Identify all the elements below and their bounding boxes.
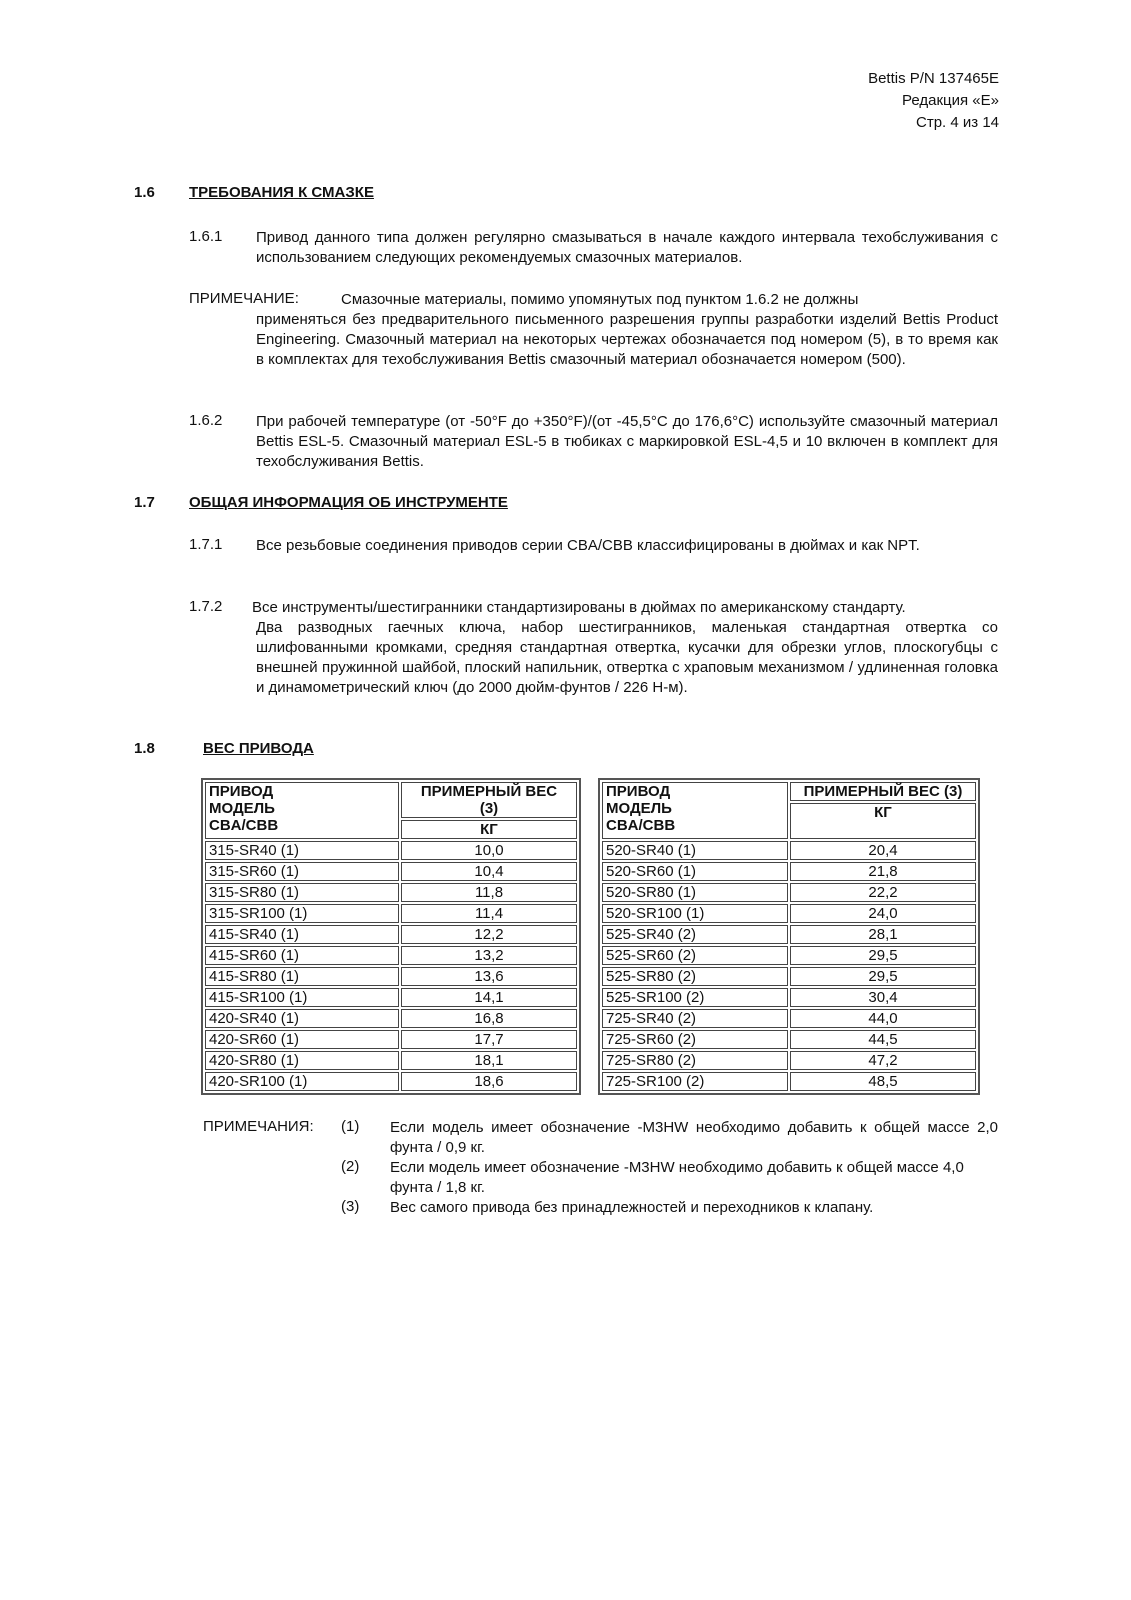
notes-label: ПРИМЕЧАНИЯ: [203,1118,314,1135]
table-row [205,1030,577,1049]
model-cell: 725-SR100 (2) [602,1072,788,1091]
model-cell: 415-SR60 (1) [205,946,399,965]
paragraph-1-7-1: Все резьбовые соединения приводов серии CBA/CBB классифицированы в дюймах и как NPT. [256,537,920,554]
model-cell: 725-SR60 (2) [602,1030,788,1049]
model-cell: 420-SR40 (1) [205,1009,399,1028]
model-cell: 420-SR60 (1) [205,1030,399,1049]
weight-cell: 48,5 [790,1072,976,1091]
section-number-1-6: 1.6 [134,184,155,201]
model-cell: 520-SR80 (1) [602,883,788,902]
weight-cell: 29,5 [790,967,976,986]
table-row [602,1051,976,1070]
note-number: (3) [341,1198,360,1215]
weight-cell: 17,7 [401,1030,577,1049]
note-number: (2) [341,1158,360,1175]
table-row [602,862,976,881]
header-model: ПРИВОД МОДЕЛЬ CBA/CBB [602,782,788,839]
model-cell: 315-SR60 (1) [205,862,399,881]
header-weight: ПРИМЕРНЫЙ ВЕС (3) [790,782,976,801]
weight-cell: 29,5 [790,946,976,965]
weight-table-right [598,778,980,1095]
weight-cell: 10,4 [401,862,577,881]
weight-cell: 24,0 [790,904,976,923]
weight-cell: 12,2 [401,925,577,944]
note-first-line: Смазочные материалы, помимо упомянутых под пунктом 1.6.2 не должны [341,291,859,308]
table-row [205,967,577,986]
weight-cell: 44,0 [790,1009,976,1028]
note-text: Если модель имеет обозначение -M3HW необходимо добавить к общей массе 4,0 фунта / 1,8 кг. [390,1159,964,1196]
paragraph-number-1-6-2: 1.6.2 [189,412,223,429]
weight-cell: 20,4 [790,841,976,860]
table-row [205,925,577,944]
weight-cell: 22,2 [790,883,976,902]
model-cell: 415-SR40 (1) [205,925,399,944]
weight-table-left [201,778,581,1095]
document-header [868,68,999,134]
paragraph-1-6-2: При рабочей температуре (от -50°F до +350°F)/(от -45,5°C до 176,6°C) используйте смазочный материал Bettis ESL-5. Смазочный материал ESL-5 в тюбиках с маркировкой ESL-4,5 и 10 включен в комплект для техобслуживания Bettis. [256,413,998,470]
weight-cell: 21,8 [790,862,976,881]
part-number: Bettis P/N 137465E [868,70,999,87]
table-row [602,1072,976,1091]
paragraph-number-1-7-1: 1.7.1 [189,536,223,553]
model-cell: 420-SR100 (1) [205,1072,399,1091]
model-cell: 525-SR80 (2) [602,967,788,986]
model-cell: 420-SR80 (1) [205,1051,399,1070]
table-row [205,946,577,965]
model-cell: 415-SR100 (1) [205,988,399,1007]
note-body: применяться без предварительного письменного разрешения группы разработки изделий Bettis Product Engineering. Смазочный материал на некоторых чертежах обозначается под номером (5), в то время как в комплектах для техобслуживания Bettis смазочный материал обозначается номером (500). [256,311,998,368]
model-cell: 315-SR80 (1) [205,883,399,902]
section-title-1-8: ВЕС ПРИВОДА [203,740,314,757]
revision: Редакция «E» [902,92,999,109]
table-row [602,925,976,944]
model-cell: 520-SR60 (1) [602,862,788,881]
weight-cell: 28,1 [790,925,976,944]
table-row [205,1072,577,1091]
table-row [205,862,577,881]
paragraph-1-7-2: Два разводных гаечных ключа, набор шестигранников, маленькая стандартная отвертка со шлифованными кромками, средняя стандартная отвертка, кусачки для обрезки углов, плоскогубцы с внешней пружинной шайбой, плоский напильник, отвертка с храповым механизмом / удлиненная головка и динамометрический ключ (до 2000 дюйм-фунтов / 226 Н-м). [256,619,998,696]
section-number-1-7: 1.7 [134,494,155,511]
table-row [205,988,577,1007]
table-row [602,883,976,902]
table-row [602,1030,976,1049]
paragraph-number-1-7-2: 1.7.2 [189,598,223,615]
model-cell: 525-SR40 (2) [602,925,788,944]
table-row [602,904,976,923]
weight-cell: 16,8 [401,1009,577,1028]
model-cell: 525-SR60 (2) [602,946,788,965]
section-number-1-8: 1.8 [134,740,155,757]
header-unit: КГ [401,820,577,839]
model-cell: 525-SR100 (2) [602,988,788,1007]
table-row [205,1051,577,1070]
page-number: Стр. 4 из 14 [916,114,999,131]
note-number: (1) [341,1118,360,1135]
weight-cell: 18,6 [401,1072,577,1091]
paragraph-number-1-6-1: 1.6.1 [189,228,223,245]
weight-cell: 10,0 [401,841,577,860]
table-row [602,988,976,1007]
note-text: Вес самого привода без принадлежностей и переходников к клапану. [390,1199,874,1216]
table-row [205,883,577,902]
model-cell: 315-SR40 (1) [205,841,399,860]
note-text: Если модель имеет обозначение -M3HW необходимо добавить к общей массе 2,0 фунта / 0,9 кг. [390,1119,998,1156]
header-weight: ПРИМЕРНЫЙ ВЕС (3) [401,782,577,818]
section-title-1-7: ОБЩАЯ ИНФОРМАЦИЯ ОБ ИНСТРУМЕНТЕ [189,494,508,511]
section-title-1-6: ТРЕБОВАНИЯ К СМАЗКЕ [189,184,374,201]
paragraph-1-7-2-first-line: Все инструменты/шестигранники стандартизированы в дюймах по американскому стандарту. [252,599,906,616]
weight-cell: 18,1 [401,1051,577,1070]
note-label: ПРИМЕЧАНИЕ: [189,290,299,307]
table-row [602,1009,976,1028]
weight-cell: 30,4 [790,988,976,1007]
table-row [602,967,976,986]
table-row [602,946,976,965]
header-unit: КГ [790,803,976,839]
weight-cell: 47,2 [790,1051,976,1070]
table-row [205,1009,577,1028]
weight-cell: 14,1 [401,988,577,1007]
weight-cell: 11,4 [401,904,577,923]
model-cell: 725-SR80 (2) [602,1051,788,1070]
model-cell: 520-SR40 (1) [602,841,788,860]
weight-cell: 11,8 [401,883,577,902]
weight-cell: 44,5 [790,1030,976,1049]
weight-cell: 13,2 [401,946,577,965]
paragraph-1-6-1: Привод данного типа должен регулярно смазываться в начале каждого интервала техобслуживания с использованием следующих рекомендуемых смазочных материалов. [256,229,998,266]
model-cell: 725-SR40 (2) [602,1009,788,1028]
model-cell: 315-SR100 (1) [205,904,399,923]
weight-cell: 13,6 [401,967,577,986]
table-row [205,841,577,860]
model-cell: 415-SR80 (1) [205,967,399,986]
model-cell: 520-SR100 (1) [602,904,788,923]
table-row [205,904,577,923]
header-model: ПРИВОД МОДЕЛЬ CBA/CBB [205,782,399,839]
table-row [602,841,976,860]
